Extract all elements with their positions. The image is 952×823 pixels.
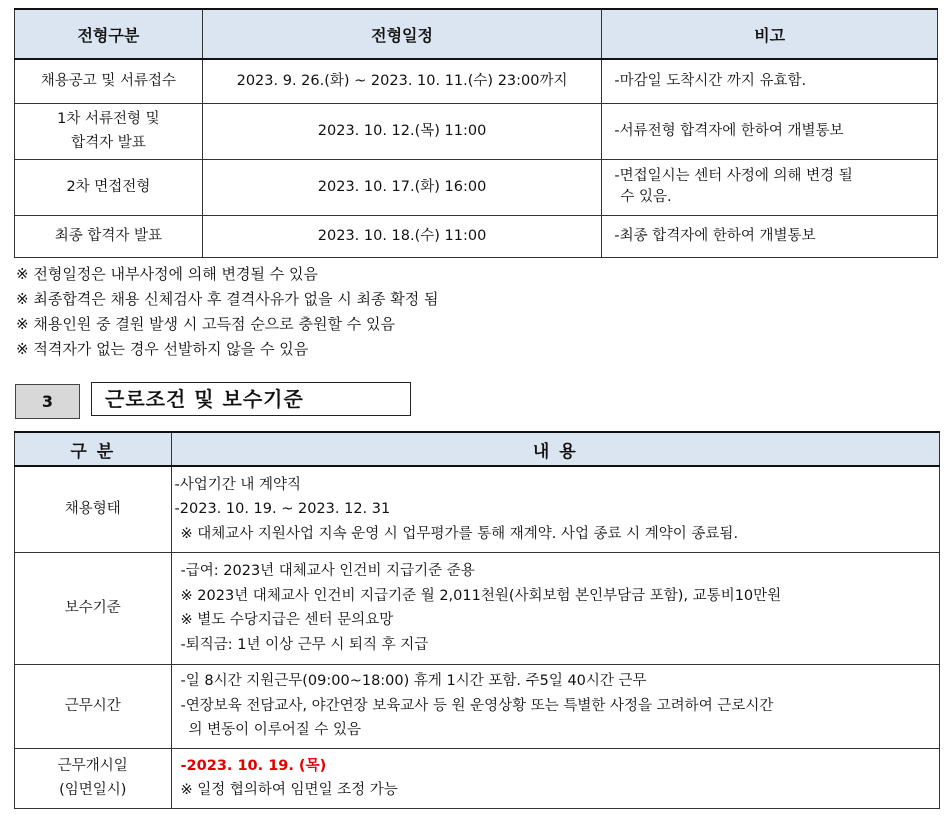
- stage-line: 합격자 발표: [71, 135, 146, 151]
- content-line: ※ 별도 수당지급은 센터 문의요망: [180, 612, 394, 628]
- note-cell: -서류전형 합격자에 한하여 개별통보: [602, 103, 938, 159]
- schedule-table: [14, 8, 938, 258]
- stage-cell: [15, 103, 203, 159]
- note-cell: -최종 합격자에 한하여 개별통보: [602, 215, 938, 257]
- header-note: 비고: [602, 9, 938, 59]
- header-content: 내 용: [171, 432, 939, 466]
- table-row: [15, 159, 938, 215]
- content-line: ※ 2023년 대체교사 인건비 지급기준 월 2,011천원(사회보험 본인부담금 포함), 교통비10만원: [180, 587, 782, 604]
- note-line: -면접일시는 센터 사정에 의해 변경 될: [614, 168, 853, 184]
- content-cell: [171, 552, 939, 664]
- category-cell: 채용형태: [15, 466, 172, 552]
- note-line: 수 있음.: [620, 189, 672, 205]
- header-category: 구 분: [15, 432, 172, 466]
- header-date: 전형일정: [202, 9, 602, 59]
- content-line: -연장보육 전담교사, 야간연장 보육교사 등 원 운영상황 또는 특별한 사정을 고려하여 근로시간: [180, 697, 774, 714]
- note-cell: [602, 159, 938, 215]
- date-cell: 2023. 9. 26.(화) ~ 2023. 10. 11.(수) 23:00까지: [202, 59, 602, 103]
- category-line: (임면일시): [59, 782, 127, 798]
- date-cell: 2023. 10. 17.(화) 16:00: [202, 159, 602, 215]
- note-item: ※ 전형일정은 내부사정에 의해 변경될 수 있음: [16, 265, 318, 283]
- note-cell: -마감일 도착시간 까지 유효함.: [602, 59, 938, 103]
- table-row: [15, 552, 940, 664]
- content-line: -사업기간 내 계약직: [174, 476, 302, 493]
- table-row: [15, 215, 938, 257]
- category-cell: 보수기준: [15, 552, 172, 664]
- header-stage: 전형구분: [15, 9, 203, 59]
- stage-cell: 2차 면접전형: [15, 159, 203, 215]
- category-cell: [15, 748, 172, 808]
- content-cell: [171, 466, 939, 552]
- content-cell: [171, 748, 939, 808]
- stage-cell: 최종 합격자 발표: [15, 215, 203, 257]
- content-line: 의 변동이 이루어질 수 있음: [188, 722, 362, 739]
- category-line: 근무개시일: [57, 757, 128, 774]
- date-cell: 2023. 10. 18.(수) 11:00: [202, 215, 602, 257]
- note-item: ※ 최종합격은 채용 신체검사 후 결격사유가 없을 시 최종 확정 됨: [16, 290, 439, 308]
- content-line: ※ 대체교사 지원사업 지속 운영 시 업무평가를 통해 재계약. 사업 종료 시 계약이 종료됨.: [180, 525, 739, 542]
- conditions-table: [14, 431, 940, 809]
- content-cell: [171, 664, 939, 748]
- section-title: 근로조건 및 보수기준: [91, 382, 411, 416]
- stage-line: 1차 서류전형 및: [57, 111, 160, 127]
- table-row: [15, 103, 938, 159]
- content-line: -일 8시간 지원근무(09:00~18:00) 휴게 1시간 포함. 주5일 40시간 근무: [180, 673, 647, 690]
- table-header-row: [15, 9, 938, 59]
- table-row: [15, 664, 940, 748]
- note-item: ※ 채용인원 중 결원 발생 시 고득점 순으로 충원할 수 있음: [16, 315, 396, 333]
- section-number: 3: [15, 384, 80, 419]
- notes-list: [16, 262, 439, 362]
- table-row: [15, 748, 940, 808]
- note-item: ※ 적격자가 없는 경우 선발하지 않을 수 있음: [16, 340, 309, 358]
- category-cell: 근무시간: [15, 664, 172, 748]
- content-line: ※ 일정 협의하여 임면일 조정 가능: [180, 782, 398, 798]
- content-line: -퇴직금: 1년 이상 근무 시 퇴직 후 지급: [180, 636, 429, 653]
- table-row: [15, 466, 940, 552]
- stage-cell: 채용공고 및 서류접수: [15, 59, 203, 103]
- date-cell: 2023. 10. 12.(목) 11:00: [202, 103, 602, 159]
- content-line: -급여: 2023년 대체교사 인건비 지급기준 준용: [180, 563, 475, 579]
- table-row: [15, 59, 938, 103]
- table-header-row: [15, 432, 940, 466]
- content-line: -2023. 10. 19. ~ 2023. 12. 31: [174, 501, 391, 517]
- start-date: -2023. 10. 19. (목): [180, 757, 327, 774]
